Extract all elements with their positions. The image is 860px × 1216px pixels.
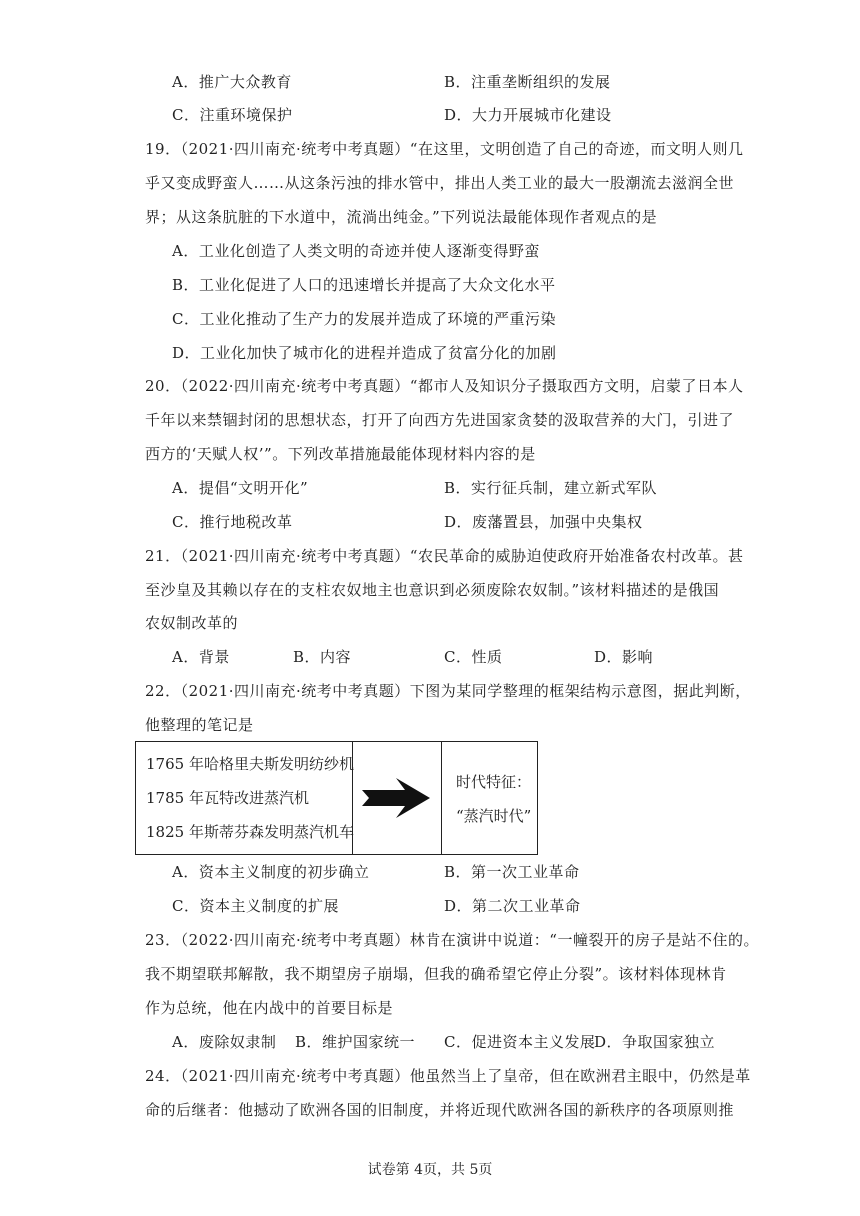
- q23-option-c: C．促进资本主义发展: [444, 1033, 596, 1051]
- q20-option-b: B．实行征兵制，建立新式军队: [444, 479, 658, 497]
- q24-stem-line-1: 24．（2021·四川南充·统考中考真题）他虽然当上了皇帝，但在欧洲君主眼中，仍然是革: [145, 1067, 751, 1085]
- q20-stem-line-1: 20．（2022·四川南充·统考中考真题）“都市人及知识分子摄取西方文明，启蒙了日本人: [145, 377, 744, 395]
- framework-events-cell: [136, 742, 353, 854]
- framework-result-value: “蒸汽时代”: [456, 807, 532, 825]
- q22-stem-line-1: 22．（2021·四川南充·统考中考真题）下图为某同学整理的框架结构示意图，据此判断，: [145, 682, 751, 700]
- page-footer: 试卷第 4页，共 5页: [367, 1162, 493, 1178]
- q21-option-b: B．内容: [293, 648, 352, 666]
- right-arrow-icon: [353, 742, 442, 854]
- q18-option-b: B．注重垄断组织的发展: [444, 73, 611, 91]
- q22-stem-line-2: 他整理的笔记是: [145, 716, 254, 734]
- q19-option-b: B．工业化促进了人口的迅速增长并提高了大众文化水平: [172, 276, 556, 294]
- q19-stem-line-3: 界；从这条肮脏的下水道中，流淌出纯金。”下列说法最能体现作者观点的是: [145, 208, 658, 226]
- framework-result-cell: [442, 742, 537, 854]
- q20-option-a: A．提倡“文明开化”: [172, 479, 309, 497]
- q21-stem-line-3: 农奴制改革的: [145, 614, 239, 632]
- q23-stem-line-2: 我不期望联邦解散，我不期望房子崩塌，但我的确希望它停止分裂”。该材料体现林肯: [145, 965, 727, 983]
- q20-stem-line-2: 千年以来禁锢封闭的思想状态，打开了向西方先进国家贪婪的汲取营养的大门，引进了: [145, 411, 735, 429]
- q24-stem-line-2: 命的后继者：他撼动了欧洲各国的旧制度，并将近现代欧洲各国的新秩序的各项原则推: [145, 1101, 735, 1119]
- q23-option-a: A．废除奴隶制: [172, 1033, 277, 1051]
- q19-option-c: C．工业化推动了生产力的发展并造成了环境的严重污染: [172, 310, 556, 328]
- q20-stem-line-3: 西方的‘天赋人权’”。下列改革措施最能体现材料内容的是: [145, 445, 536, 463]
- framework-event-1: 1765 年哈格里夫斯发明纺纱机: [146, 755, 354, 773]
- q21-stem-line-1: 21．（2021·四川南充·统考中考真题）“农民革命的威胁迫使政府开始准备农村改革。甚: [145, 547, 744, 565]
- q22-option-d: D．第二次工业革命: [444, 897, 581, 915]
- framework-event-2: 1785 年瓦特改进蒸汽机: [146, 789, 309, 807]
- q20-option-c: C．推行地税改革: [172, 513, 293, 531]
- q21-option-c: C．性质: [444, 648, 503, 666]
- q23-stem-line-1: 23．（2022·四川南充·统考中考真题）林肯在演讲中说道：“一幢裂开的房子是站不住的。: [145, 931, 759, 949]
- q18-option-c: C．注重环境保护: [172, 106, 293, 124]
- q22-option-a: A．资本主义制度的初步确立: [172, 863, 370, 881]
- framework-event-3: 1825 年斯蒂芬森发明蒸汽机车: [146, 823, 354, 841]
- q23-stem-line-3: 作为总统，他在内战中的首要目标是: [145, 999, 394, 1017]
- q22-option-c: C．资本主义制度的扩展: [172, 897, 339, 915]
- q21-stem-line-2: 至沙皇及其赖以存在的支柱农奴地主也意识到必须废除农奴制。”该材料描述的是俄国: [145, 581, 720, 599]
- q21-option-a: A．背景: [172, 648, 230, 666]
- q19-stem-line-1: 19．（2021·四川南充·统考中考真题）“在这里，文明创造了自己的奇迹，而文明人则几: [145, 140, 744, 158]
- q23-option-d: D．争取国家独立: [594, 1033, 716, 1051]
- q19-stem-line-2: 乎又变成野蛮人……从这条污浊的排水管中，排出人类工业的最大一股潮流去滋润全世: [145, 174, 735, 192]
- q23-option-b: B．维护国家统一: [295, 1033, 416, 1051]
- q18-option-d: D．大力开展城市化建设: [444, 106, 612, 124]
- framework-diagram: [135, 741, 538, 855]
- q18-option-a: A．推广大众教育: [172, 73, 292, 91]
- q19-option-a: A．工业化创造了人类文明的奇迹并使人逐渐变得野蛮: [172, 242, 540, 260]
- framework-result-label: 时代特征：: [456, 773, 532, 791]
- q20-option-d: D．废藩置县，加强中央集权: [444, 513, 643, 531]
- q21-option-d: D．影响: [594, 648, 654, 666]
- framework-arrow-cell: [353, 742, 442, 854]
- q19-option-d: D．工业化加快了城市化的进程并造成了贫富分化的加剧: [172, 344, 557, 362]
- q22-option-b: B．第一次工业革命: [444, 863, 580, 881]
